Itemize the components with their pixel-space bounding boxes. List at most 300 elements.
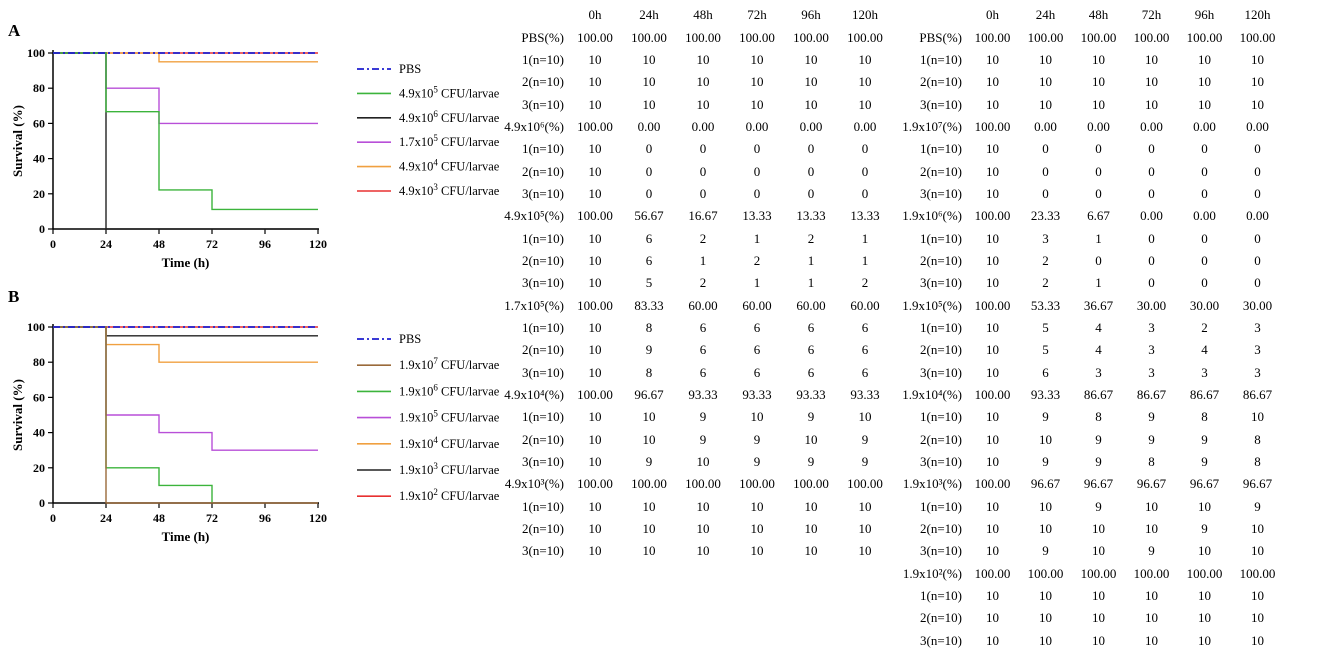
chart-panel-a: [8, 21, 500, 270]
row-label: 3(n=10): [522, 454, 564, 470]
table-cell: 8: [1254, 431, 1261, 447]
column-header: 0h: [986, 7, 999, 23]
table-cell: 10: [1145, 610, 1158, 626]
table-cell: 0.00: [1246, 208, 1269, 224]
legend-exponent: 6: [433, 382, 438, 393]
table-cell: 10: [986, 364, 999, 380]
table-cell: 0: [1148, 141, 1155, 157]
table-cell: 0.00: [1140, 118, 1163, 134]
x-axis-label: Time (h): [161, 529, 210, 544]
table-row: [860, 317, 1284, 339]
table-cell: 10: [1145, 96, 1158, 112]
table-row: [860, 250, 1284, 272]
table-cell: 1: [861, 230, 869, 246]
table-cell: 10: [750, 521, 764, 537]
row-label: 3(n=10): [522, 185, 564, 201]
table-cell: 0.00: [637, 118, 661, 134]
table-cell: 0.00: [799, 118, 823, 134]
series-line: [53, 327, 318, 362]
table-cell: 9: [1095, 498, 1102, 514]
row-label: 3(n=10): [920, 364, 962, 380]
row-label: 3(n=10): [920, 543, 962, 559]
table-cell: 0: [1095, 163, 1102, 179]
table-cell: 10: [1198, 498, 1211, 514]
table-cell: 100.00: [685, 476, 721, 492]
y-tick-label: 100: [27, 320, 45, 334]
table-cell: 93.33: [1030, 387, 1061, 403]
column-header: 72h: [747, 7, 767, 23]
table-cell: 1: [1095, 230, 1102, 246]
table-cell: 10: [588, 498, 602, 514]
table-row: [470, 272, 892, 294]
row-label: 4.9x10⁵(%): [504, 208, 564, 224]
table-cell: 10: [1198, 96, 1211, 112]
table-cell: 10: [804, 74, 818, 90]
legend-text: 1.7x10: [399, 135, 434, 150]
legend-exponent: 5: [433, 84, 438, 95]
row-label: 1.9x10⁴(%): [902, 387, 962, 403]
table-cell: 2: [699, 275, 707, 291]
table-cell: 10: [1251, 74, 1264, 90]
table-cell: 1: [699, 252, 707, 268]
table-cell: 9: [807, 454, 815, 470]
table-cell: 10: [986, 230, 999, 246]
table-cell: 10: [1039, 498, 1052, 514]
legend-entry: [399, 332, 421, 346]
table-cell: 9: [861, 454, 869, 470]
table-cell: 10: [986, 588, 999, 604]
legend-suffix: CFU/larvae: [437, 384, 500, 399]
table-cell: 10: [588, 364, 602, 380]
series-line: [53, 53, 318, 62]
y-axis-label: Survival (%): [10, 105, 25, 177]
row-label: 1(n=10): [522, 409, 564, 425]
table-cell: 0: [1042, 185, 1049, 201]
row-label: 2(n=10): [522, 252, 564, 268]
legend-suffix: CFU/larvae: [437, 159, 500, 174]
table-cell: 10: [588, 431, 602, 447]
table-cell: 9: [645, 454, 653, 470]
table-cell: 10: [986, 342, 999, 358]
table-cell: 30.00: [1189, 297, 1220, 313]
row-label: 1.9x10²(%): [902, 565, 962, 581]
table-cell: 8: [645, 364, 653, 380]
table-cell: 9: [753, 431, 761, 447]
table-cell: 10: [588, 454, 602, 470]
table-row: [470, 473, 892, 495]
table-cell: 0: [699, 141, 707, 157]
table-cell: 9: [1254, 498, 1261, 514]
table-cell: 10: [1145, 632, 1158, 648]
table-cell: 86.67: [1189, 387, 1220, 403]
table-cell: 10: [750, 74, 764, 90]
table-cell: 96.67: [1242, 476, 1273, 492]
row-label: 3(n=10): [920, 454, 962, 470]
table-cell: 0.00: [853, 118, 877, 134]
row-label: 3(n=10): [920, 275, 962, 291]
table-cell: 3: [1042, 230, 1049, 246]
table-row: [860, 205, 1284, 227]
y-tick-label: 100: [27, 46, 45, 60]
table-row: [860, 585, 1284, 607]
table-cell: 100.00: [974, 118, 1011, 134]
table-cell: 10: [588, 185, 602, 201]
table-cell: 10: [588, 163, 602, 179]
row-label: 2(n=10): [920, 431, 962, 447]
table-row: [860, 183, 1284, 205]
column-header: 72h: [1141, 7, 1162, 23]
table-cell: 13.33: [850, 208, 880, 224]
table-cell: 0: [1201, 141, 1208, 157]
table-cell: 3: [1254, 319, 1261, 335]
table-cell: 9: [1095, 454, 1102, 470]
table-cell: 0: [861, 163, 869, 179]
legend-suffix: CFU/larvae: [437, 489, 500, 504]
table-cell: 30.00: [1136, 297, 1167, 313]
row-label: 2(n=10): [522, 342, 564, 358]
column-header: 96h: [1194, 7, 1215, 23]
table-row: [860, 473, 1284, 495]
table-cell: 100.00: [1027, 29, 1064, 45]
table-cell: 10: [986, 431, 999, 447]
legend-exponent: 5: [433, 408, 438, 419]
table-cell: 10: [588, 74, 602, 90]
table-cell: 10: [1039, 521, 1052, 537]
table-cell: 10: [986, 96, 999, 112]
legend-exponent: 2: [433, 487, 438, 498]
series-line: [53, 327, 318, 503]
table-cell: 2: [699, 230, 707, 246]
table-row: [470, 183, 892, 205]
table-cell: 10: [1251, 409, 1264, 425]
column-header: 0h: [588, 7, 602, 23]
table-row: [860, 227, 1284, 249]
table-cell: 96.67: [1030, 476, 1061, 492]
table-cell: 10: [986, 51, 999, 67]
x-tick-label: 72: [206, 237, 218, 251]
table-cell: 10: [1198, 632, 1211, 648]
table-cell: 100.00: [577, 387, 613, 403]
x-axis-label: Time (h): [161, 255, 210, 270]
table-cell: 10: [1145, 498, 1158, 514]
legend-text: 1.9x10: [399, 410, 434, 425]
table-cell: 3: [1148, 319, 1155, 335]
table-cell: 60.00: [688, 297, 718, 313]
table-cell: 10: [986, 74, 999, 90]
table-cell: 10: [696, 454, 710, 470]
table-cell: 1: [807, 275, 815, 291]
y-tick-label: 80: [33, 355, 45, 370]
table-cell: 0: [1201, 185, 1208, 201]
table-cell: 16.67: [688, 208, 718, 224]
table-cell: 10: [986, 409, 999, 425]
table-cell: 10: [1092, 543, 1105, 559]
table-cell: 0: [1254, 252, 1261, 268]
table-cell: 10: [750, 543, 764, 559]
row-label: 4.9x10³(%): [504, 476, 564, 492]
table-cell: 0.00: [1193, 118, 1216, 134]
table-cell: 10: [696, 96, 710, 112]
table-cell: 10: [1092, 610, 1105, 626]
table-cell: 100.00: [974, 476, 1011, 492]
table-cell: 10: [804, 543, 818, 559]
table-cell: 10: [986, 498, 999, 514]
y-tick-label: 80: [33, 81, 45, 96]
legend-text: 4.9x10: [399, 159, 434, 174]
table-cell: 10: [696, 498, 710, 514]
x-tick-label: 72: [206, 511, 218, 525]
column-header: 48h: [1088, 7, 1109, 23]
table-cell: 10: [986, 521, 999, 537]
table-cell: 2: [753, 252, 761, 268]
table-cell: 10: [1039, 610, 1052, 626]
legend-text: 1.9x10: [399, 436, 434, 451]
table-cell: 10: [1198, 543, 1211, 559]
table-row: [860, 93, 1284, 115]
table-cell: 10: [642, 498, 656, 514]
table-cell: 6: [807, 319, 815, 335]
table-cell: 0.00: [1034, 118, 1057, 134]
row-label: 3(n=10): [920, 632, 962, 648]
table-cell: 0: [807, 141, 815, 157]
table-cell: 93.33: [742, 387, 772, 403]
table-cell: 96.67: [1189, 476, 1220, 492]
row-label: 4.9x10⁶(%): [504, 118, 564, 134]
series-line: [53, 327, 318, 450]
table-cell: 93.33: [850, 387, 880, 403]
row-label: 2(n=10): [920, 610, 962, 626]
table-cell: 9: [645, 342, 653, 358]
panel-label: B: [8, 287, 20, 306]
table-cell: 0: [1254, 185, 1261, 201]
table-cell: 0: [1254, 163, 1261, 179]
table-cell: 10: [1251, 610, 1264, 626]
legend-exponent: 5: [433, 133, 438, 144]
column-header: 24h: [639, 7, 659, 23]
row-label: 3(n=10): [522, 364, 564, 380]
table-cell: 100.00: [974, 387, 1011, 403]
row-label: 3(n=10): [522, 543, 564, 559]
column-header: 120h: [852, 7, 878, 23]
row-label: PBS(%): [521, 29, 564, 45]
table-cell: 9: [1042, 454, 1049, 470]
table-cell: 5: [1042, 342, 1049, 358]
table-cell: 10: [750, 96, 764, 112]
table-cell: 6: [753, 319, 761, 335]
table-cell: 10: [588, 141, 602, 157]
y-tick-label: 0: [39, 222, 45, 236]
table-cell: 0.00: [1193, 208, 1216, 224]
row-label: 1(n=10): [522, 498, 564, 514]
table-cell: 10: [1198, 610, 1211, 626]
table-cell: 10: [1145, 521, 1158, 537]
table-cell: 3: [1254, 364, 1261, 380]
table-cell: 9: [1201, 431, 1208, 447]
table-cell: 10: [1145, 588, 1158, 604]
x-tick-label: 96: [259, 237, 271, 251]
table-cell: 10: [858, 409, 872, 425]
table-cell: 10: [986, 275, 999, 291]
row-label: 1(n=10): [522, 230, 564, 246]
legend-text: 1.9x10: [399, 358, 434, 373]
table-cell: 9: [1148, 431, 1155, 447]
table-cell: 0: [1201, 275, 1208, 291]
x-tick-label: 48: [153, 511, 165, 525]
table-cell: 6: [753, 342, 761, 358]
table-cell: 10: [1092, 96, 1105, 112]
table-row: [470, 451, 892, 473]
table-cell: 10: [588, 275, 602, 291]
table-cell: 0: [753, 185, 761, 201]
row-label: 2(n=10): [920, 74, 962, 90]
table-cell: 0: [1148, 275, 1155, 291]
legend-exponent: 7: [433, 356, 438, 367]
table-cell: 10: [1039, 51, 1052, 67]
table-cell: 10: [1092, 588, 1105, 604]
table-header-row: [470, 4, 892, 26]
row-label: 1(n=10): [522, 319, 564, 335]
table-cell: 100.00: [974, 297, 1011, 313]
table-cell: 6: [861, 319, 869, 335]
table-cell: 6.67: [1087, 208, 1110, 224]
table-row: [470, 250, 892, 272]
table-cell: 10: [1251, 588, 1264, 604]
row-label: 2(n=10): [522, 521, 564, 537]
table-cell: 0.00: [745, 118, 769, 134]
x-tick-label: 96: [259, 511, 271, 525]
table-cell: 2: [1201, 319, 1208, 335]
series-line: [53, 53, 318, 229]
table-cell: 9: [699, 409, 707, 425]
table-cell: 0: [1148, 252, 1155, 268]
table-cell: 10: [1092, 51, 1105, 67]
legend-text: 1.9x10: [399, 489, 434, 504]
table-cell: 5: [645, 275, 653, 291]
table-cell: 10: [1092, 74, 1105, 90]
table-cell: 93.33: [688, 387, 718, 403]
table-cell: 10: [804, 431, 818, 447]
table-cell: 0: [645, 163, 653, 179]
row-label: 3(n=10): [522, 275, 564, 291]
legend-text: 4.9x10: [399, 184, 434, 198]
column-header: [470, 4, 568, 26]
legend-exponent: 4: [433, 157, 438, 168]
table-row: [860, 339, 1284, 361]
table-cell: 6: [645, 230, 653, 246]
table-cell: 10: [588, 409, 602, 425]
table-row: [860, 384, 1284, 406]
row-label: 1.9x10⁶(%): [902, 208, 962, 224]
table-cell: 10: [642, 409, 656, 425]
table-cell: 0: [1201, 252, 1208, 268]
table-cell: 9: [699, 431, 707, 447]
table-row: [860, 540, 1284, 562]
table-cell: 13.33: [742, 208, 772, 224]
table-cell: 3: [1095, 364, 1102, 380]
table-row: [470, 384, 892, 406]
row-label: 3(n=10): [522, 96, 564, 112]
table-cell: 10: [986, 610, 999, 626]
table-row: [860, 607, 1284, 629]
table-cell: 3: [1201, 364, 1208, 380]
table-cell: 6: [861, 342, 869, 358]
table-row: [470, 429, 892, 451]
table-cell: 10: [986, 632, 999, 648]
legend-suffix: CFU/larvae: [437, 135, 500, 150]
table-row: [470, 540, 892, 562]
table-cell: 0: [753, 163, 761, 179]
table-cell: 30.00: [1242, 297, 1273, 313]
y-tick-label: 40: [33, 425, 45, 440]
table-cell: 9: [1148, 543, 1155, 559]
legend-suffix: CFU/larvae: [437, 410, 500, 425]
table-cell: 13.33: [796, 208, 826, 224]
table-cell: 0: [1148, 230, 1155, 246]
table-cell: 10: [1145, 74, 1158, 90]
table-row: [470, 71, 892, 93]
table-row: [860, 563, 1284, 585]
table-cell: 0: [1254, 230, 1261, 246]
table-cell: 1: [753, 275, 761, 291]
table-cell: 100.00: [1080, 29, 1117, 45]
row-label: 2(n=10): [920, 163, 962, 179]
row-label: 1.9x10⁷(%): [902, 118, 962, 134]
table-cell: 56.67: [634, 208, 664, 224]
table-cell: 4: [1095, 342, 1102, 358]
table-cell: 8: [1148, 454, 1155, 470]
table-cell: 10: [1092, 632, 1105, 648]
row-label: 1(n=10): [920, 588, 962, 604]
legend-exponent: 4: [433, 434, 438, 445]
table-cell: 9: [1201, 454, 1208, 470]
column-header: [860, 4, 966, 26]
table-cell: 6: [807, 364, 815, 380]
table-cell: 9: [1148, 409, 1155, 425]
table-cell: 100.00: [1186, 29, 1223, 45]
table-cell: 100.00: [739, 476, 775, 492]
x-tick-label: 0: [50, 237, 56, 251]
table-row: [860, 138, 1284, 160]
table-cell: 6: [1042, 364, 1049, 380]
row-label: 3(n=10): [920, 96, 962, 112]
table-cell: 10: [642, 74, 656, 90]
table-cell: 0.00: [1246, 118, 1269, 134]
table-cell: 10: [858, 521, 872, 537]
table-cell: 0.00: [691, 118, 715, 134]
legend-suffix: CFU/larvae: [437, 110, 500, 125]
legend-exponent: 3: [433, 182, 438, 192]
table-cell: 100.00: [793, 476, 829, 492]
table-cell: 10: [588, 230, 602, 246]
legend-text: 4.9x10: [399, 110, 434, 125]
table-cell: 3: [1148, 364, 1155, 380]
table-cell: 10: [1039, 96, 1052, 112]
table-cell: 1: [861, 252, 869, 268]
y-tick-label: 20: [33, 460, 45, 475]
table-cell: 5: [1042, 319, 1049, 335]
table-cell: 3: [1148, 342, 1155, 358]
table-cell: 100.00: [847, 476, 883, 492]
row-label: 1.9x10³(%): [902, 476, 962, 492]
table-cell: 100.00: [577, 208, 613, 224]
table-cell: 96.67: [1136, 476, 1167, 492]
table-row: [860, 496, 1284, 518]
table-cell: 0: [1254, 275, 1261, 291]
y-tick-label: 60: [33, 116, 45, 131]
table-cell: 100.00: [1080, 565, 1117, 581]
table-cell: 10: [804, 498, 818, 514]
table-cell: 6: [699, 364, 707, 380]
